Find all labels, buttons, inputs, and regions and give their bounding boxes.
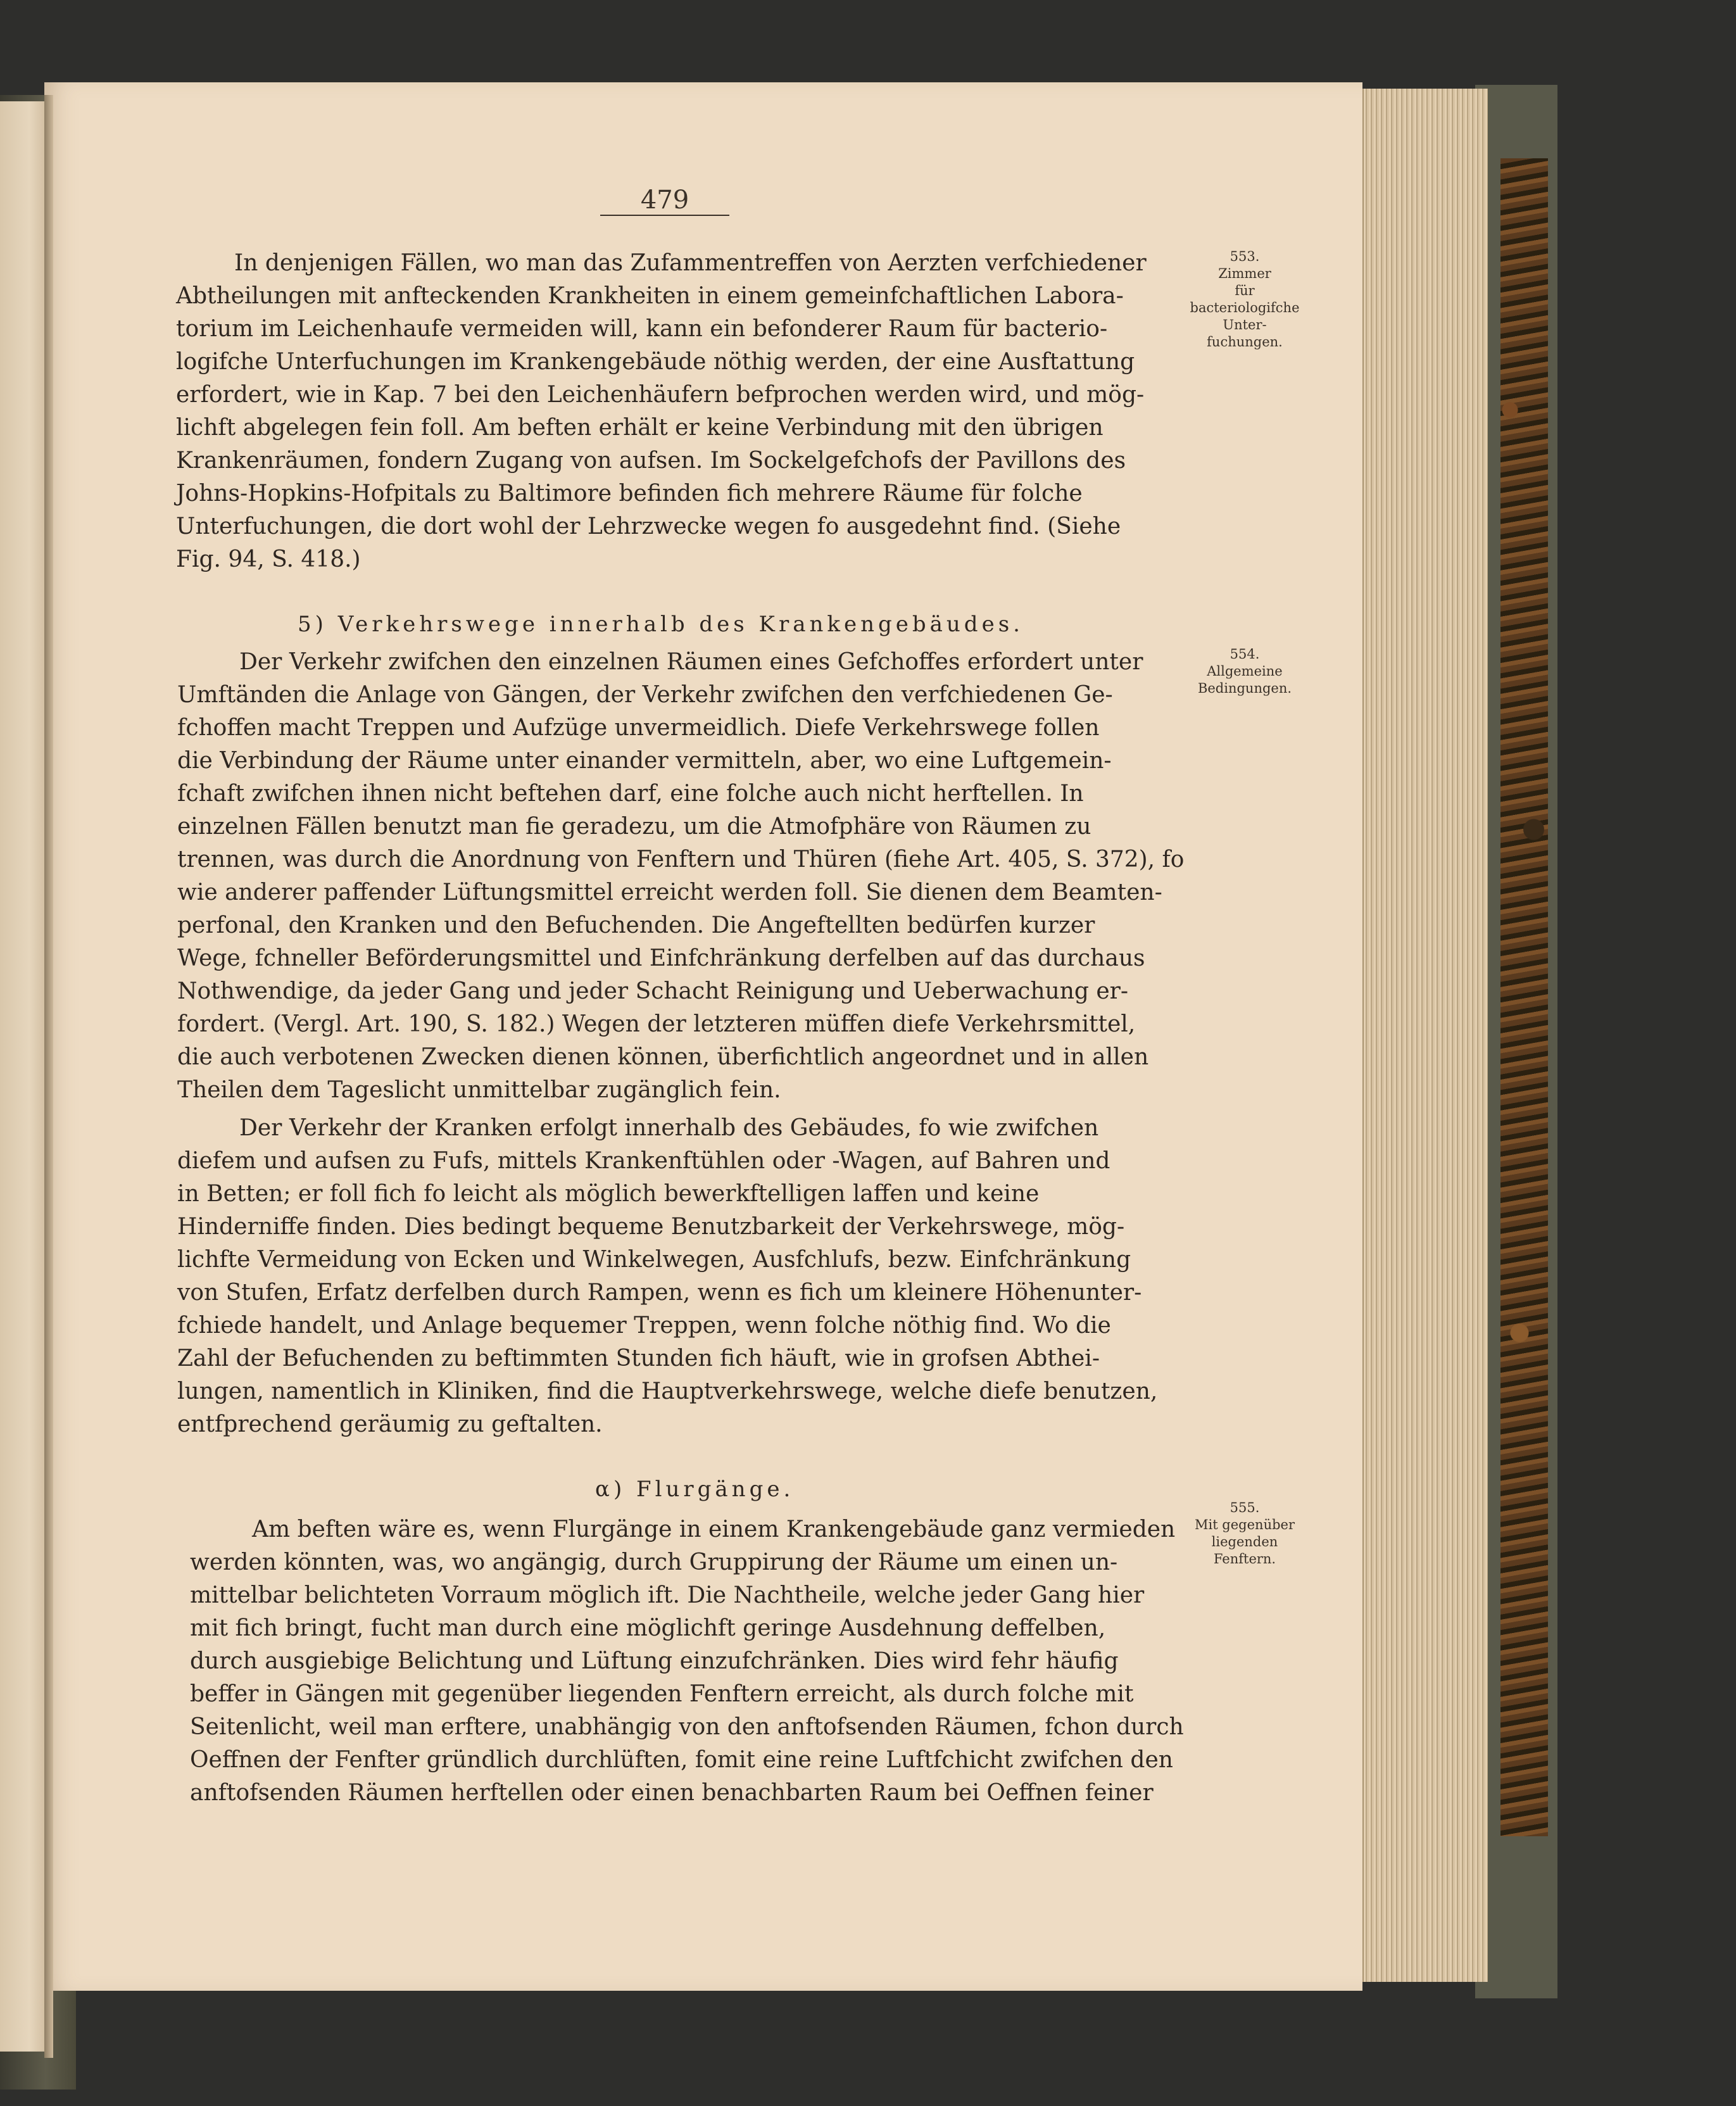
text-line: durch ausgiebige Belichtung und Lüftung einzufchränken. Dies wird fehr häufig — [190, 1648, 1119, 1674]
margin-note-line: für — [1235, 283, 1255, 298]
text-line: Umftänden die Anlage von Gängen, der Verkehr zwifchen den verfchiedenen Ge- — [177, 682, 1113, 708]
text-line: werden könnten, was, wo angängig, durch Gruppirung der Räume um einen un- — [190, 1549, 1118, 1575]
text-line: trennen, was durch die Anordnung von Fenftern und Thüren (fiehe Art. 405, S. 372), fo — [177, 847, 1185, 873]
margin-note-554 — [1188, 646, 1302, 697]
page-number-rule — [600, 215, 729, 216]
text-line: Johns-Hopkins-Hofpitals zu Baltimore befinden fich mehrere Räume für folche — [176, 481, 1083, 507]
text-line: Krankenräumen, fondern Zugang von aufsen. Im Sockelgefchofs der Pavillons des — [176, 448, 1126, 474]
text-line: Nothwendige, da jeder Gang und jeder Schacht Reinigung und Ueberwachung er- — [177, 978, 1129, 1004]
section-heading: 5) Verkehrswege innerhalb des Krankengebäudes. — [298, 612, 1024, 637]
margin-note-line: Unter- — [1223, 317, 1267, 332]
margin-note-line: Zimmer — [1218, 266, 1271, 281]
text-line: logifche Unterfuchungen im Krankengebäude nöthig werden, der eine Ausftattung — [176, 349, 1135, 375]
text-line: lungen, namentlich in Kliniken, find die Hauptverkehrswege, welche diefe benutzen, — [177, 1378, 1158, 1404]
margin-note-555 — [1188, 1499, 1302, 1568]
text-line: einzelnen Fällen benutzt man fie geradezu, um die Atmofphäre von Räumen zu — [177, 814, 1091, 840]
text-line: von Stufen, Erfatz derfelben durch Rampen, wenn es fich um kleinere Höhenunter- — [177, 1280, 1142, 1306]
text-line: Am beften wäre es, wenn Flurgänge in einem Krankengebäude ganz vermieden — [252, 1516, 1176, 1542]
margin-note-line: Allgemeine — [1207, 664, 1283, 679]
page-stack-edges — [1362, 89, 1488, 1982]
text-line: Unterfuchungen, die dort wohl der Lehrzwecke wegen fo ausgedehnt find. (Siehe — [176, 514, 1121, 539]
text-line: In denjenigen Fällen, wo man das Zufammentreffen von Aerzten verfchiedener — [234, 250, 1147, 276]
text-line: Der Verkehr der Kranken erfolgt innerhalb des Gebäudes, fo wie zwifchen — [239, 1115, 1099, 1141]
text-line: perfonal, den Kranken und den Befuchenden. Die Angeftellten bedürfen kurzer — [177, 912, 1095, 938]
text-line: Oeffnen der Fenfter gründlich durchlüften, fomit eine reine Luftfchicht zwifchen den — [190, 1747, 1173, 1773]
page-gutter — [44, 95, 53, 2058]
text-line: lichft abgelegen fein foll. Am beften erhält er keine Verbindung mit den übrigen — [176, 415, 1104, 441]
margin-note-line: fuchungen. — [1207, 334, 1283, 350]
text-line: beffer in Gängen mit gegenüber liegenden Fenftern erreicht, als durch folche mit — [190, 1681, 1134, 1707]
text-line: Abtheilungen mit anfteckenden Krankheiten in einem gemeinfchaftlichen Labora- — [176, 283, 1124, 309]
margin-note-line: Fenftern. — [1213, 1551, 1276, 1567]
text-line: Fig. 94, S. 418.) — [176, 546, 361, 572]
text-line: diefem und aufsen zu Fufs, mittels Krankenftühlen oder -Wagen, auf Bahren und — [177, 1148, 1110, 1174]
text-line: mittelbar belichteten Vorraum möglich ift. Die Nachtheile, welche jeder Gang hier — [190, 1582, 1145, 1608]
subsection-heading: α) Flurgänge. — [595, 1477, 795, 1502]
text-line: Hinderniffe finden. Dies bedingt bequeme Benutzbarkeit der Verkehrswege, mög- — [177, 1214, 1125, 1240]
margin-note-number: 553. — [1230, 249, 1260, 264]
text-line: Der Verkehr zwifchen den einzelnen Räumen eines Gefchoffes erfordert unter — [239, 649, 1143, 675]
margin-note-number: 555. — [1230, 1500, 1260, 1515]
margin-note-553 — [1188, 248, 1302, 351]
margin-note-number: 554. — [1230, 646, 1260, 662]
text-line: fchoffen macht Treppen und Aufzüge unvermeidlich. Diefe Verkehrswege follen — [177, 715, 1100, 741]
text-line: fchaft zwifchen ihnen nicht beftehen darf, eine folche auch nicht herftellen. In — [177, 781, 1084, 807]
text-line: die Verbindung der Räume unter einander vermitteln, aber, wo eine Luftgemein- — [177, 748, 1112, 774]
text-line: fchiede handelt, und Anlage bequemer Treppen, wenn folche nöthig find. Wo die — [177, 1313, 1111, 1339]
text-line: Wege, fchneller Beförderungsmittel und Einfchränkung derfelben auf das durchaus — [177, 945, 1145, 971]
text-line: lichfte Vermeidung von Ecken und Winkelwegen, Ausfchlufs, bezw. Einfchränkung — [177, 1247, 1131, 1273]
text-line: torium im Leichenhaufe vermeiden will, kann ein befonderer Raum für bacterio- — [176, 316, 1108, 342]
text-line: in Betten; er foll fich fo leicht als möglich bewerkftelligen laffen und keine — [177, 1181, 1040, 1207]
text-line: entfprechend geräumig zu geftalten. — [177, 1411, 603, 1437]
margin-note-line: bacteriologifche — [1190, 300, 1300, 315]
text-line: erfordert, wie in Kap. 7 bei den Leichenhäufern befprochen werden wird, und mög- — [176, 382, 1145, 408]
text-line: fordert. (Vergl. Art. 190, S. 182.) Wegen der letzteren müffen diefe Verkehrsmittel, — [177, 1011, 1136, 1037]
margin-note-line: Bedingungen. — [1197, 681, 1292, 696]
marbled-book-edge — [1500, 158, 1548, 1836]
text-line: wie anderer paffender Lüftungsmittel erreicht werden foll. Sie dienen dem Beamten- — [177, 880, 1162, 905]
text-line: Zahl der Befuchenden zu beftimmten Stunden fich häuft, wie in grofsen Abthei- — [177, 1346, 1100, 1371]
margin-note-line: Mit gegenüber — [1194, 1517, 1295, 1532]
left-page-edge — [0, 101, 51, 2052]
text-line: Theilen dem Tageslicht unmittelbar zugänglich fein. — [177, 1077, 781, 1103]
page-number: 479 — [640, 186, 689, 215]
margin-note-line: liegenden — [1211, 1534, 1278, 1549]
text-line: Seitenlicht, weil man erftere, unabhängig von den anftofsenden Räumen, fchon durch — [190, 1714, 1184, 1740]
text-line: anftofsenden Räumen herftellen oder einen benachbarten Raum bei Oeffnen feiner — [190, 1780, 1154, 1806]
text-line: mit fich bringt, fucht man durch eine möglichft geringe Ausdehnung deffelben, — [190, 1615, 1106, 1641]
text-line: die auch verbotenen Zwecken dienen können, überfichtlich angeordnet und in allen — [177, 1044, 1149, 1070]
